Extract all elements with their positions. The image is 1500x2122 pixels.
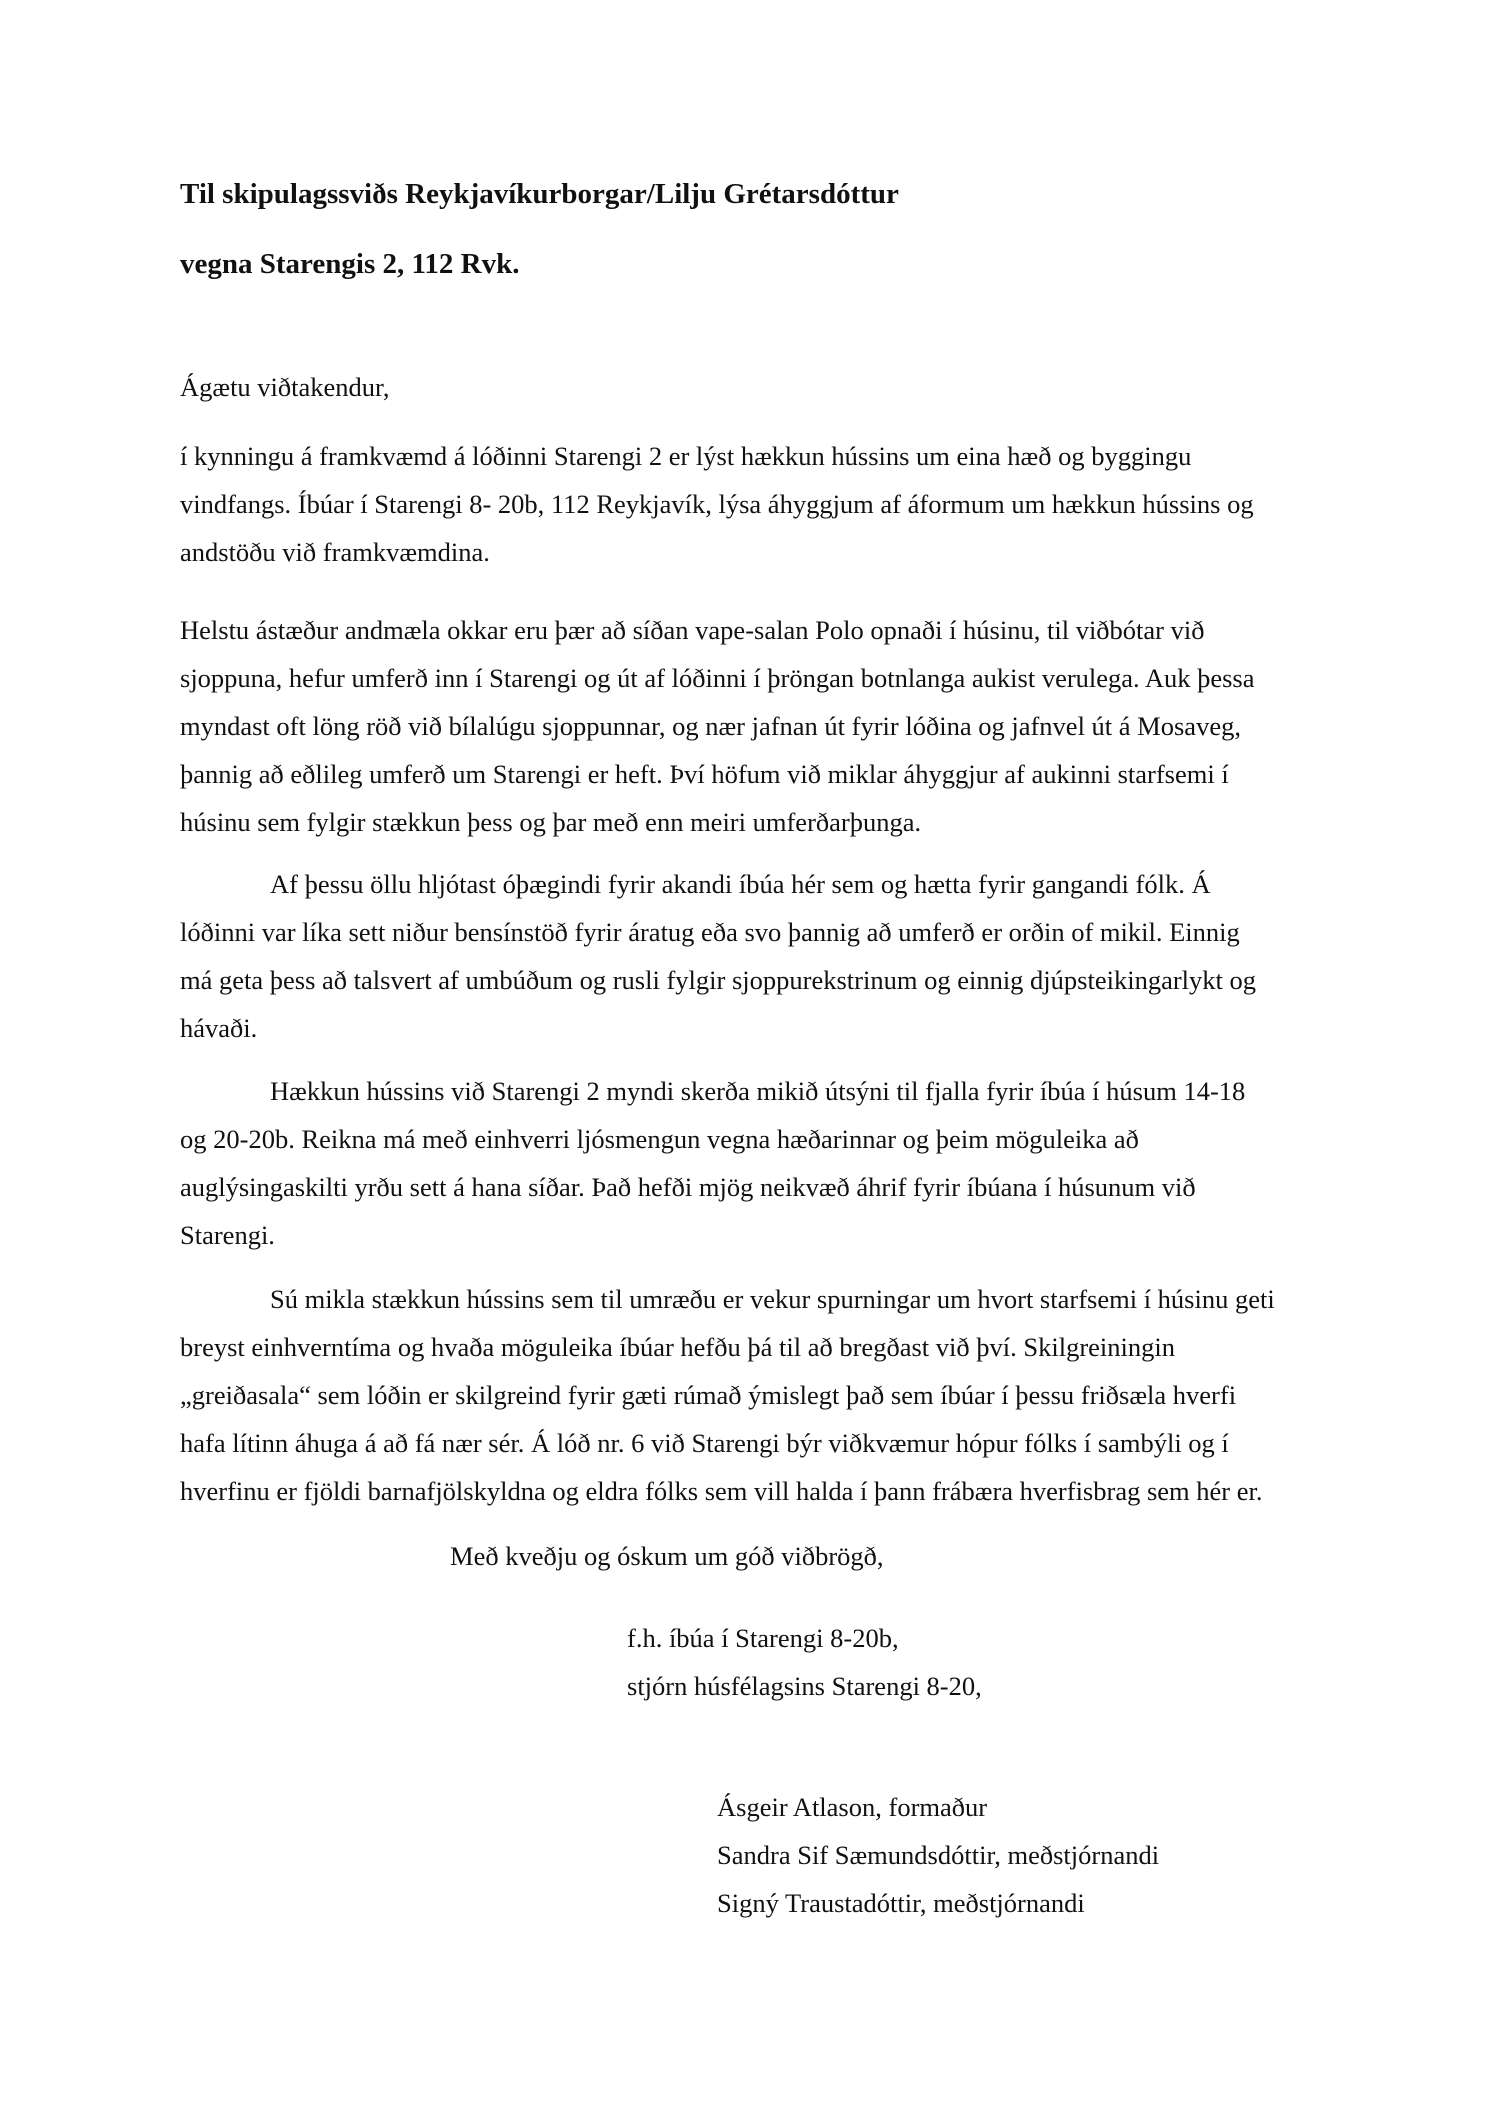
paragraph-line: hávaði.: [180, 1013, 258, 1043]
paragraph-line: þannig að eðlileg umferð um Starengi er heft. Því höfum við miklar áhyggjur af aukinni starfsemi í: [180, 759, 1229, 789]
paragraph-line: andstöðu við framkvæmdina.: [180, 537, 490, 567]
on-behalf-line: f.h. íbúa í Starengi 8-20b,: [627, 1623, 899, 1653]
closing-line: Með kveðju og óskum um góð viðbrögð,: [450, 1541, 884, 1571]
paragraph-line: má geta þess að talsvert af umbúðum og rusli fylgir sjoppurekstrinum og einnig djúpsteikingarlykt og: [180, 965, 1257, 995]
signatory-name: Sandra Sif Sæmundsdóttir, meðstjórnandi: [717, 1840, 1160, 1870]
paragraph-line: Sú mikla stækkun hússins sem til umræðu er vekur spurningar um hvort starfsemi í húsinu geti: [270, 1284, 1275, 1314]
signatory-name: Signý Traustadóttir, meðstjórnandi: [717, 1888, 1085, 1918]
letter-recipient-heading: Til skipulagssviðs Reykjavíkurborgar/Lilju Grétarsdóttur: [180, 178, 899, 210]
paragraph-2: [180, 606, 1340, 846]
on-behalf-line: stjórn húsfélagsins Starengi 8-20,: [627, 1671, 982, 1701]
paragraph-line: hverfinu er fjöldi barnafjölskyldna og eldra fólks sem vill halda í þann frábæra hverfisbrag sem hér er.: [180, 1476, 1263, 1506]
paragraph-line: „greiðasala“ sem lóðin er skilgreind fyrir gæti rúmað ýmislegt það sem íbúar í þessu friðsæla hverfi: [180, 1380, 1237, 1410]
greeting: Ágætu viðtakendur,: [180, 372, 390, 402]
signatory-name: Ásgeir Atlason, formaður: [717, 1792, 988, 1822]
paragraph-line: Helstu ástæður andmæla okkar eru þær að síðan vape-salan Polo opnaði í húsinu, til viðbótar við: [180, 615, 1205, 645]
paragraph-line: og 20-20b. Reikna má með einhverri ljósmengun vegna hæðarinnar og þeim möguleika að: [180, 1124, 1139, 1154]
paragraph-line: myndast oft löng röð við bílalúgu sjoppunnar, og nær jafnan út fyrir lóðina og jafnvel út á Mosaveg,: [180, 711, 1241, 741]
paragraph-line: hafa lítinn áhuga á að fá nær sér. Á lóð nr. 6 við Starengi býr viðkvæmur hópur fólks í sambýli og í: [180, 1428, 1229, 1458]
letter-subject-heading: vegna Starengis 2, 112 Rvk.: [180, 248, 520, 280]
paragraph-line: Hækkun hússins við Starengi 2 myndi skerða mikið útsýni til fjalla fyrir íbúa í húsum 14-18: [270, 1076, 1246, 1106]
paragraph-line: vindfangs. Íbúar í Starengi 8- 20b, 112 Reykjavík, lýsa áhyggjum af áformum um hækkun hússins og: [180, 489, 1254, 519]
paragraph-line: Af þessu öllu hljótast óþægindi fyrir akandi íbúa hér sem og hætta fyrir gangandi fólk. Á: [270, 869, 1211, 899]
on-behalf-block: [627, 1614, 982, 1710]
paragraph-4: [180, 1067, 1340, 1259]
paragraph-1: [180, 432, 1340, 576]
paragraph-line: lóðinni var líka sett niður bensínstöð fyrir áratug eða svo þannig að umferð er orðin of mikil. Einnig: [180, 917, 1240, 947]
paragraph-line: auglýsingaskilti yrðu sett á hana síðar. Það hefði mjög neikvæð áhrif fyrir íbúana í húsunum við: [180, 1172, 1196, 1202]
paragraph-line: í kynningu á framkvæmd á lóðinni Starengi 2 er lýst hækkun hússins um eina hæð og byggingu: [180, 441, 1192, 471]
paragraph-line: Starengi.: [180, 1220, 275, 1250]
paragraph-5: [180, 1275, 1340, 1515]
paragraph-line: húsinu sem fylgir stækkun þess og þar með enn meiri umferðarþunga.: [180, 807, 922, 837]
paragraph-line: breyst einhverntíma og hvaða möguleika íbúar hefðu þá til að bregðast við því. Skilgreiningin: [180, 1332, 1175, 1362]
signatories-block: [717, 1783, 1159, 1927]
paragraph-3: [180, 860, 1340, 1052]
paragraph-line: sjoppuna, hefur umferð inn í Starengi og út af lóðinni í þröngan botnlanga aukist verulega. Auk þessa: [180, 663, 1255, 693]
